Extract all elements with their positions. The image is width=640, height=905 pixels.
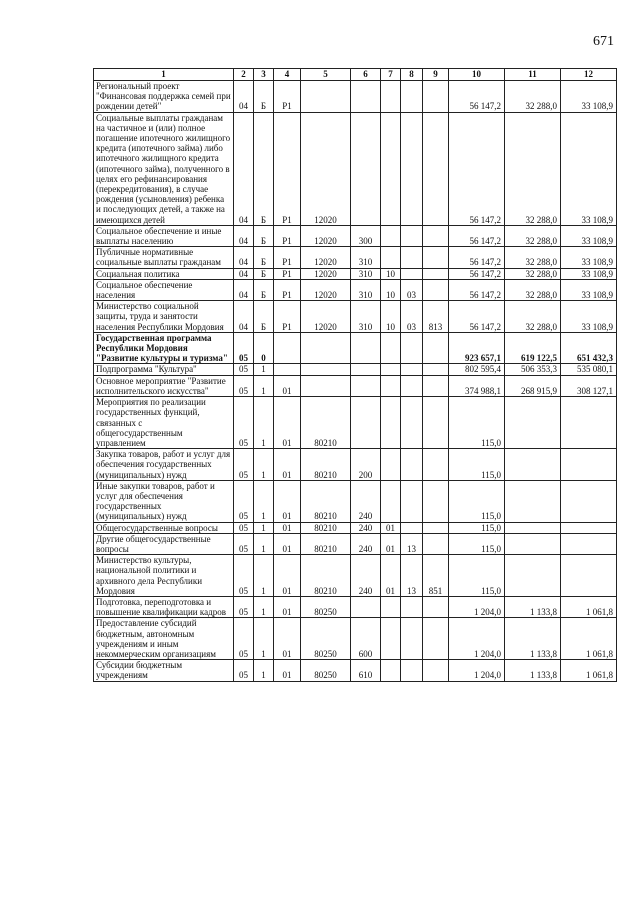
row-name-cell: Общегосударственные вопросы [94,522,234,533]
amount-cell: 33 108,9 [561,81,617,113]
code-cell [401,81,423,113]
code-cell [301,81,351,113]
code-cell: 10 [381,301,401,333]
code-cell: 01 [381,533,401,554]
row-name-cell: Министерство культуры, национальной политики и архивного дела Республики Мордовия [94,555,234,597]
table-row [94,375,617,396]
amount-cell: 268 915,9 [505,375,561,396]
code-cell: 05 [234,533,254,554]
row-name-cell: Социальное обеспечение населения [94,279,234,300]
code-cell: 12020 [301,112,351,225]
amount-cell: 32 288,0 [505,225,561,246]
amount-cell: 32 288,0 [505,268,561,279]
code-cell: Р1 [274,268,301,279]
table-row [94,397,617,449]
code-cell: 80250 [301,596,351,617]
code-cell: 1 [254,596,274,617]
amount-cell [561,480,617,522]
row-name-cell: Иные закупки товаров, работ и услуг для обеспечения государственных (муниципальных) нужд [94,480,234,522]
code-cell [423,533,449,554]
amount-cell [505,480,561,522]
code-cell: 04 [234,279,254,300]
code-cell: 13 [401,555,423,597]
table-row [94,522,617,533]
table-row [94,247,617,268]
code-cell: 04 [234,247,254,268]
code-cell: 1 [254,533,274,554]
amount-cell: 1 061,8 [561,660,617,681]
amount-cell: 32 288,0 [505,247,561,268]
code-cell [381,364,401,375]
row-name-cell: Основное мероприятие "Развитие исполнительского искусства" [94,375,234,396]
amount-cell: 923 657,1 [449,332,505,364]
code-cell: 03 [401,301,423,333]
code-cell: 310 [351,301,381,333]
code-cell: 1 [254,522,274,533]
code-cell [351,332,381,364]
code-cell: 13 [401,533,423,554]
code-cell: 01 [274,375,301,396]
code-cell [301,332,351,364]
header-cell: 12 [561,69,617,81]
code-cell: 1 [254,375,274,396]
code-cell: 01 [274,449,301,481]
code-cell [423,225,449,246]
table-row [94,268,617,279]
code-cell: 01 [274,660,301,681]
row-name-cell: Другие общегосударственные вопросы [94,533,234,554]
amount-cell: 1 204,0 [449,596,505,617]
code-cell [381,81,401,113]
code-cell: 240 [351,533,381,554]
amount-cell: 56 147,2 [449,225,505,246]
code-cell: 05 [234,332,254,364]
header-cell: 2 [234,69,254,81]
amount-cell: 115,0 [449,555,505,597]
amount-cell: 115,0 [449,533,505,554]
code-cell: 10 [381,279,401,300]
amount-cell: 56 147,2 [449,268,505,279]
code-cell: 1 [254,618,274,660]
amount-cell: 115,0 [449,397,505,449]
code-cell: 01 [381,522,401,533]
code-cell: 1 [254,397,274,449]
code-cell: 600 [351,618,381,660]
amount-cell: 619 122,5 [505,332,561,364]
table-row [94,332,617,364]
code-cell: 05 [234,660,254,681]
amount-cell: 115,0 [449,522,505,533]
code-cell [351,364,381,375]
amount-cell: 56 147,2 [449,279,505,300]
code-cell [381,332,401,364]
code-cell: 300 [351,225,381,246]
code-cell: 200 [351,449,381,481]
amount-cell: 1 133,8 [505,596,561,617]
code-cell: 05 [234,449,254,481]
code-cell [401,522,423,533]
code-cell: 1 [254,660,274,681]
row-name-cell: Закупка товаров, работ и услуг для обеспечения государственных (муниципальных) нужд [94,449,234,481]
code-cell: 240 [351,522,381,533]
code-cell: 01 [274,596,301,617]
amount-cell [561,555,617,597]
code-cell [401,247,423,268]
row-name-cell: Подготовка, переподготовка и повышение квалификации кадров [94,596,234,617]
code-cell: Б [254,225,274,246]
code-cell [381,618,401,660]
code-cell: 80210 [301,480,351,522]
code-cell [423,449,449,481]
amount-cell: 1 133,8 [505,618,561,660]
code-cell: Б [254,81,274,113]
code-cell: 12020 [301,247,351,268]
code-cell: 240 [351,480,381,522]
amount-cell: 32 288,0 [505,279,561,300]
header-cell: 9 [423,69,449,81]
amount-cell [561,449,617,481]
code-cell: 01 [381,555,401,597]
code-cell: 80210 [301,449,351,481]
code-cell: 310 [351,279,381,300]
code-cell [423,81,449,113]
table-row [94,660,617,681]
code-cell: Б [254,279,274,300]
amount-cell: 308 127,1 [561,375,617,396]
amount-cell [561,522,617,533]
code-cell [423,268,449,279]
amount-cell: 33 108,9 [561,301,617,333]
table-row [94,301,617,333]
code-cell: 80210 [301,397,351,449]
code-cell: 05 [234,596,254,617]
code-cell [351,112,381,225]
row-name-cell: Социальная политика [94,268,234,279]
amount-cell: 56 147,2 [449,81,505,113]
code-cell [423,522,449,533]
amount-cell: 56 147,2 [449,112,505,225]
amount-cell: 33 108,9 [561,279,617,300]
code-cell [401,480,423,522]
amount-cell: 1 061,8 [561,618,617,660]
code-cell: Р1 [274,81,301,113]
code-cell: 310 [351,247,381,268]
code-cell: 05 [234,522,254,533]
code-cell: Р1 [274,112,301,225]
code-cell [401,225,423,246]
code-cell: 80250 [301,618,351,660]
amount-cell: 1 204,0 [449,660,505,681]
code-cell [381,596,401,617]
amount-cell [505,533,561,554]
header-cell: 8 [401,69,423,81]
code-cell: 01 [274,533,301,554]
amount-cell: 651 432,3 [561,332,617,364]
amount-cell: 33 108,9 [561,268,617,279]
code-cell [401,397,423,449]
row-name-cell: Мероприятия по реализации государственных функций, связанных с общегосударственным управлением [94,397,234,449]
row-name-cell: Министерство социальной защиты, труда и занятости населения Республики Мордовия [94,301,234,333]
code-cell: 12020 [301,225,351,246]
code-cell: 80210 [301,555,351,597]
amount-cell [505,555,561,597]
code-cell: 610 [351,660,381,681]
table-row [94,279,617,300]
code-cell [274,364,301,375]
code-cell [423,247,449,268]
header-cell: 11 [505,69,561,81]
header-cell: 10 [449,69,505,81]
amount-cell: 115,0 [449,480,505,522]
code-cell: 05 [234,397,254,449]
table-row [94,596,617,617]
header-cell: 4 [274,69,301,81]
code-cell: 05 [234,618,254,660]
code-cell [381,375,401,396]
row-name-cell: Подпрограмма "Культура" [94,364,234,375]
code-cell [351,375,381,396]
code-cell: 04 [234,225,254,246]
code-cell: 310 [351,268,381,279]
amount-cell: 1 133,8 [505,660,561,681]
table-row [94,112,617,225]
table-row [94,225,617,246]
code-cell: 12020 [301,301,351,333]
table-body [94,81,617,682]
amount-cell: 56 147,2 [449,247,505,268]
row-name-cell: Региональный проект "Финансовая поддержка семей при рождении детей" [94,81,234,113]
code-cell: 05 [234,364,254,375]
code-cell [351,397,381,449]
amount-cell [505,522,561,533]
table-row [94,618,617,660]
code-cell: 05 [234,555,254,597]
code-cell: 12020 [301,268,351,279]
code-cell [401,364,423,375]
code-cell: 1 [254,555,274,597]
header-row [94,69,617,81]
code-cell [401,618,423,660]
code-cell [423,112,449,225]
row-name-cell: Субсидии бюджетным учреждениям [94,660,234,681]
amount-cell: 506 353,3 [505,364,561,375]
row-name-cell: Социальное обеспечение и иные выплаты населению [94,225,234,246]
amount-cell: 1 204,0 [449,618,505,660]
code-cell [381,660,401,681]
header-cell: 7 [381,69,401,81]
table-row [94,533,617,554]
code-cell [423,480,449,522]
code-cell [301,364,351,375]
amount-cell: 33 108,9 [561,112,617,225]
amount-cell [505,397,561,449]
code-cell: 04 [234,301,254,333]
table-row [94,480,617,522]
code-cell: Б [254,112,274,225]
amount-cell: 33 108,9 [561,247,617,268]
code-cell [423,596,449,617]
amount-cell: 56 147,2 [449,301,505,333]
code-cell [351,81,381,113]
header-cell: 1 [94,69,234,81]
row-name-cell: Социальные выплаты гражданам на частичное и (или) полное погашение ипотечного жилищного кредита (ипотечного займа) либо ипотечного жилищного кредита (ипотечного займа), полученного в целях его рефинансирования (перекредитования), в случае рождения (усыновления) ребенка и последующих детей, а также на имеющихся детей [94,112,234,225]
amount-cell: 32 288,0 [505,81,561,113]
code-cell: Р1 [274,301,301,333]
code-cell [274,332,301,364]
code-cell: 03 [401,279,423,300]
code-cell [423,332,449,364]
code-cell: Б [254,268,274,279]
code-cell: Б [254,301,274,333]
row-name-cell: Публичные нормативные социальные выплаты гражданам [94,247,234,268]
code-cell [423,397,449,449]
code-cell [401,332,423,364]
budget-table [93,68,617,682]
row-name-cell: Государственная программа Республики Мордовия "Развитие культуры и туризма" [94,332,234,364]
code-cell [423,364,449,375]
amount-cell: 535 080,1 [561,364,617,375]
row-name-cell: Предоставление субсидий бюджетным, автономным учреждениям и иным некоммерческим организациям [94,618,234,660]
code-cell: 80210 [301,533,351,554]
code-cell: Р1 [274,247,301,268]
code-cell: 0 [254,332,274,364]
amount-cell [561,397,617,449]
code-cell [401,375,423,396]
code-cell: 01 [274,618,301,660]
amount-cell [505,449,561,481]
table-row [94,364,617,375]
code-cell: 851 [423,555,449,597]
code-cell: Р1 [274,279,301,300]
code-cell [381,449,401,481]
code-cell: 04 [234,81,254,113]
code-cell: 1 [254,480,274,522]
amount-cell: 32 288,0 [505,301,561,333]
code-cell [423,375,449,396]
code-cell: 01 [274,480,301,522]
code-cell: Р1 [274,225,301,246]
code-cell: 01 [274,397,301,449]
amount-cell: 1 061,8 [561,596,617,617]
code-cell [381,112,401,225]
code-cell [423,618,449,660]
code-cell: 01 [274,555,301,597]
code-cell [301,375,351,396]
code-cell: 1 [254,449,274,481]
code-cell [381,397,401,449]
code-cell [381,247,401,268]
code-cell [423,279,449,300]
code-cell [381,225,401,246]
table-row [94,81,617,113]
amount-cell: 32 288,0 [505,112,561,225]
header-cell: 5 [301,69,351,81]
code-cell: 80210 [301,522,351,533]
code-cell [401,112,423,225]
amount-cell: 374 988,1 [449,375,505,396]
code-cell [381,480,401,522]
code-cell: 1 [254,364,274,375]
code-cell: 240 [351,555,381,597]
amount-cell: 115,0 [449,449,505,481]
code-cell: 12020 [301,279,351,300]
code-cell [351,596,381,617]
code-cell [423,660,449,681]
amount-cell: 33 108,9 [561,225,617,246]
code-cell: 05 [234,375,254,396]
code-cell: Б [254,247,274,268]
code-cell: 80250 [301,660,351,681]
amount-cell: 802 595,4 [449,364,505,375]
code-cell: 813 [423,301,449,333]
code-cell: 04 [234,112,254,225]
table-row [94,555,617,597]
code-cell [401,596,423,617]
code-cell: 01 [274,522,301,533]
header-cell: 3 [254,69,274,81]
code-cell: 04 [234,268,254,279]
code-cell: 05 [234,480,254,522]
code-cell [401,660,423,681]
table-row [94,449,617,481]
amount-cell [561,533,617,554]
code-cell [401,268,423,279]
page-number: 671 [593,34,614,49]
header-cell: 6 [351,69,381,81]
code-cell: 10 [381,268,401,279]
code-cell [401,449,423,481]
